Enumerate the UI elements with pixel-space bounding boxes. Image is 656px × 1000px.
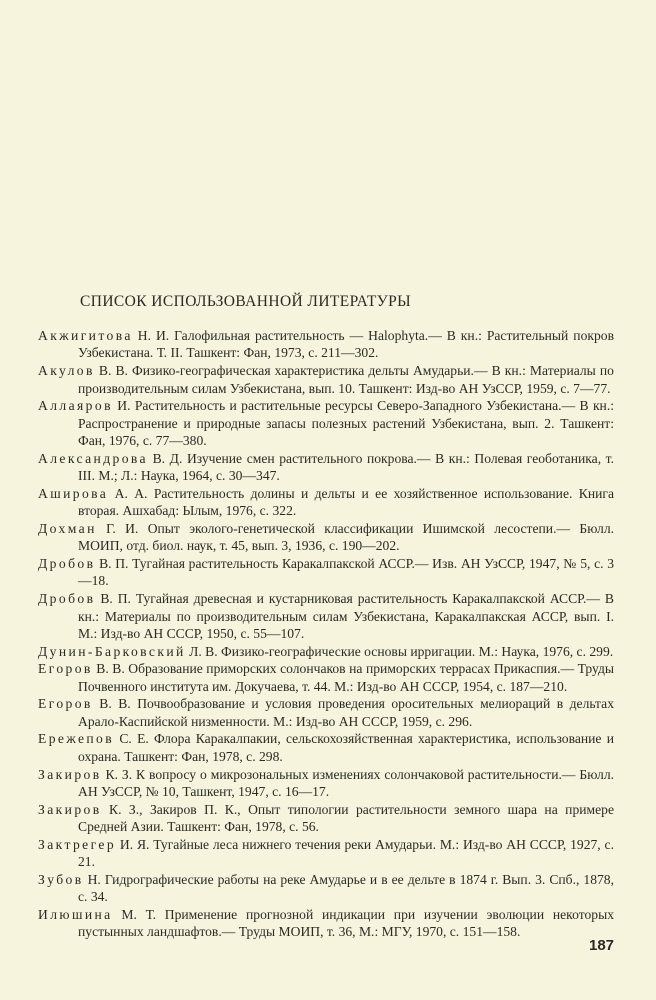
entry-text: А. А. Растительность долины и дельты и ее хозяйственное использование. Книга вторая. Ашхабад: Ылым, 1976, с. 322. [78,485,614,519]
entry-text: С. Е. Флора Каракалпакии, сельскохозяйственная характеристика, использование и охрана. Ташкент: Фан, 1978, с. 298. [78,731,614,764]
bib-entry [38,695,614,730]
bib-entry [38,485,614,520]
bib-entry [38,555,614,590]
entry-author: Ережепов [38,731,115,747]
bib-entry [38,327,614,362]
entry-author: Акжигитова [38,328,133,343]
entry-author: Аширова [38,485,109,501]
bib-entry [38,801,614,836]
entry-text: В. В. Почвообразование и условия проведения оросительных мелиораций в дельтах Арало-Каспийской низменности. М.: Изд-во АН СССР, 1959, с. 296. [78,696,614,729]
entry-text: В. П. Тугайная древесная и кустарниковая растительность Каракалпакской АССР.— В кн.: Материалы по производительным силам Узбекистана, Каракалпакская АССР, вып. I. М.: Изд-во АН СССР, 1950, с. 55—107. [78,591,615,642]
bib-entry [38,906,614,941]
entry-author: Зубов [38,871,84,887]
entry-text: М. Т. Применение прогнозной индикации при изучении эволюции некоторых пустынных ландшафтов.— Труды МОИП, т. 36, М.: МГУ, 1970, с. 151—158. [78,906,614,940]
entry-author: Акулов [38,363,95,379]
entry-author: Зактрегер [38,836,117,852]
entry-author: Егоров [38,696,93,712]
entry-author: Александрова [38,450,148,466]
entry-text: В. П. Тугайная растительность Каракалпакской АССР.— Изв. АН УзССР, 1947, № 5, с. 3—18. [78,556,614,589]
bibliography-list [38,327,614,941]
entry-text: И. Я. Тугайные леса нижнего течения реки Амударьи. М.: Изд-во АН СССР, 1927, с. 21. [78,836,614,870]
entry-text: Н. И. Галофильная растительность — Halophyta.— В кн.: Растительный покров Узбекистана. Т. II. Ташкент: Фан, 1973, с. 211—302. [78,328,614,361]
bib-entry [38,871,614,906]
bib-entry [38,643,614,660]
entry-author: Закиров [38,766,102,782]
page-number: 187 [589,937,615,954]
bib-entry [38,660,614,695]
entry-text: И. Растительность и растительные ресурсы Северо-Западного Узбекистана.— В кн.: Распространение и природные запасы полезных растений Узбекистана, вып. 2. Ташкент: Фан, 1976, с. 77—380. [78,398,614,449]
bib-entry [38,397,614,449]
bib-entry [38,766,614,801]
entry-author: Закиров [38,801,102,817]
bib-entry [38,520,614,555]
entry-author: Дробов [38,556,96,572]
entry-text: В. В. Образование приморских солончаков на приморских террасах Прикаспия.— Труды Почвенного института им. Докучаева, т. 44. М.: Изд-во АН СССР, 1954, с. 187—210. [78,661,614,694]
entry-author: Дробов [38,591,96,607]
bib-entry [38,730,614,765]
bib-entry [38,836,614,871]
bib-entry [38,362,614,397]
entry-author: Аллаяров [38,398,113,414]
entry-author: Илюшина [38,906,113,922]
entry-text: Л. В. Физико-географические основы ирригации. М.: Наука, 1976, с. 299. [189,643,614,659]
entry-text: В. В. Физико-географическая характеристика дельты Амударьи.— В кн.: Материалы по производительным силам Узбекистана, вып. 10. Ташкент: Изд-во АН УзССР, 1959, с. 7—77. [78,363,614,396]
entry-author: Дунин-Барковский [38,643,186,659]
entry-text: В. Д. Изучение смен растительного покрова.— В кн.: Полевая геоботаника, т. III. М.; Л.: Наука, 1964, с. 30—347. [78,450,615,484]
entry-author: Егоров [38,661,93,677]
bib-entry [38,590,614,642]
entry-author: Дохман [38,520,97,536]
entry-text: К. З. К вопросу о микрозональных изменениях солончаковой растительности.— Бюлл. АН УзССР, № 10, Ташкент, 1947, с. 16—17. [78,766,615,800]
page-title: СПИСОК ИСПОЛЬЗОВАННОЙ ЛИТЕРАТУРЫ [80,293,412,310]
entry-text: Г. И. Опыт эколого-генетической классификации Ишимской лесостепи.— Бюлл. МОИП, отд. биол. наук, т. 45, вып. 3, 1936, с. 190—202. [78,520,614,554]
entry-text: Н. Гидрографические работы на реке Амударье и в ее дельте в 1874 г. Вып. 3. Спб., 1878, с. 34. [78,871,615,905]
bib-entry [38,450,614,485]
entry-text: К. З., Закиров П. К., Опыт типологии растительности земного шара на примере Средней Азии. Ташкент: Фан, 1978, с. 56. [78,801,614,835]
